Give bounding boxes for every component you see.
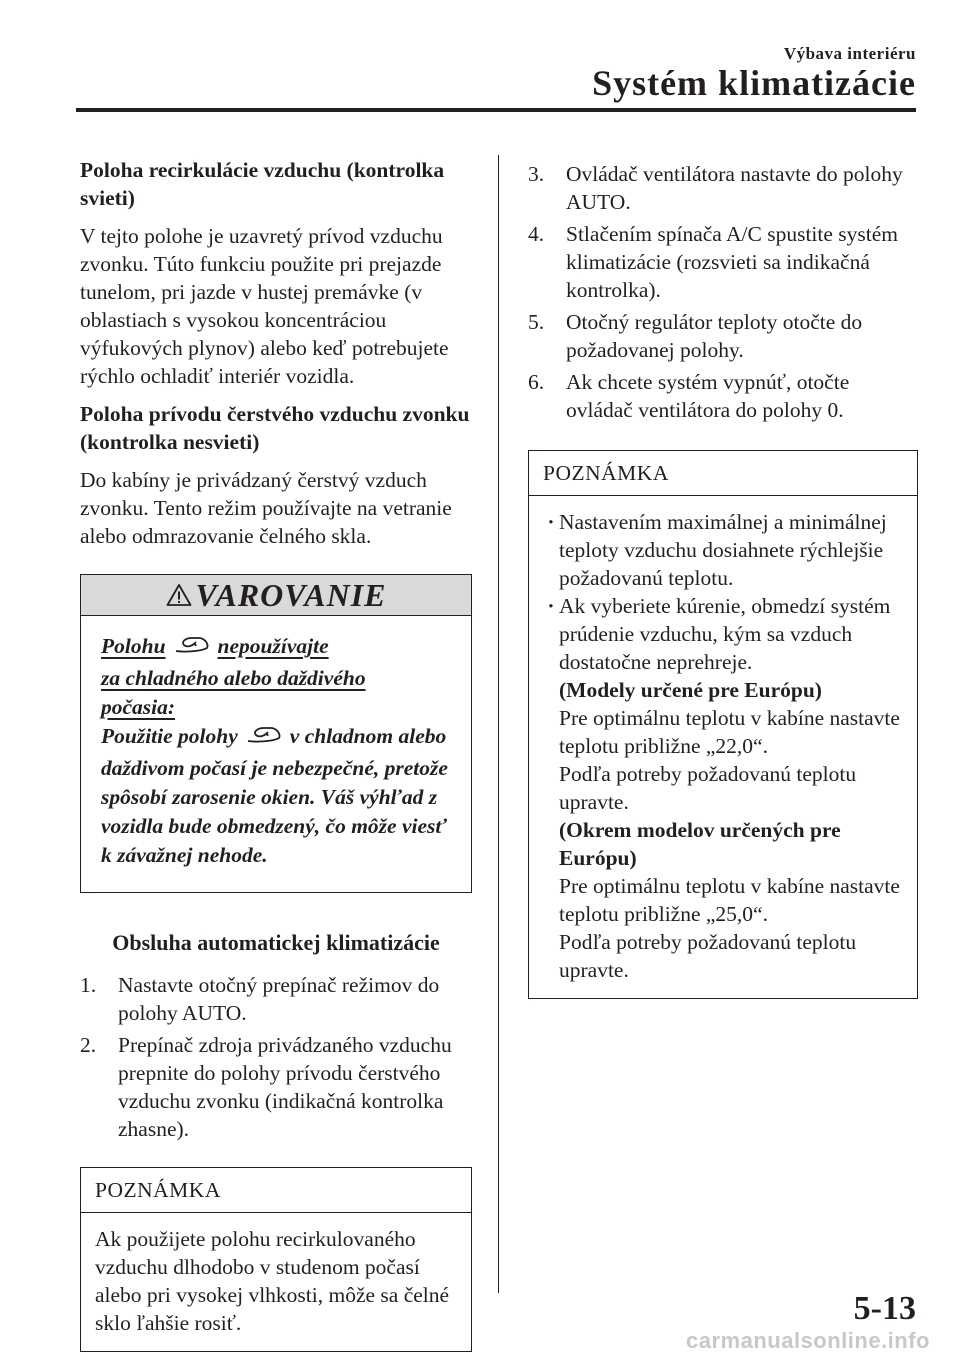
note-box-left (80, 1167, 472, 1352)
page-title: Systém klimatizácie (592, 63, 916, 103)
bullet-item: · Ak vyberiete kúrenie, obmedzí systém prúdenie vzduchu, kým sa vzduch dostatočne neprehreje. (Modely určené pre Európu) Pre optimálnu teplotu v kabíne nastavte teplotu približne „22,0“. Podľa potreby požadovanú teplotu upravte. (Okrem modelov určených pre Európu) Pre optimálnu teplotu v kabíne nastavte teplotu približne „25,0“. Podľa potreby požadovanú teplotu upravte. (543, 592, 903, 984)
bullet-item: · Nastavením maximálnej a minimálnej teploty vzduchu dosiahnete rýchlejšie požadovanú teplotu. (543, 508, 903, 592)
list-item: 5. Otočný regulátor teploty otočte do požadovanej polohy. (528, 310, 863, 362)
list-item: 2. Prepínač zdroja privádzaného vzduchu prepnite do polohy prívodu čerstvého vzduchu zvonku (indikačná kontrolka zhasne). (80, 1033, 452, 1141)
list-item: 1. Nastavte otočný prepínač režimov do polohy AUTO. (80, 973, 440, 1025)
list-item: 6. Ak chcete systém vypnúť, otočte ovládač ventilátora do polohy 0. (528, 370, 850, 422)
warning-body (81, 616, 471, 892)
air-recirculation-icon (244, 724, 284, 754)
header-rule (76, 108, 916, 112)
note-title: POZNÁMKA (81, 1168, 471, 1213)
warning-title: VAROVANIE (195, 577, 387, 613)
fresh-air-text: Do kabíny je privádzaný čerstvý vzduch zvonku. Tento režim používajte na vetranie alebo odmrazovanie čelného skla. (80, 468, 452, 548)
bullet-dot-icon: · (547, 510, 555, 534)
note-text: Ak použijete polohu recirkulovaného vzduchu dlhodobo v studenom počasí alebo pri vysokej vlhkosti, môže sa čelné sklo ľahšie rosiť. (95, 1227, 450, 1335)
air-recirculation-icon (172, 634, 212, 664)
warning-text: Použitie polohy v chladnom alebo daždivom počasí je nebezpečné, pretože spôsobí zarosenie okien. Váš výhľad z vozidla bude obmedzený, čo môže viesť k závažnej nehode. (101, 724, 448, 867)
recirc-text: V tejto polohe je uzavretý prívod vzduchu zvonku. Túto funkciu použite pri prejazde tunelom, pri jazde v hustej premávke (v oblastiach s vysokou koncentráciou výfukových plynov) alebo keď potrebujete rýchlo ochladiť interiér vozidla. (80, 224, 449, 388)
watermark-brand[interactable]: carmanualsonline.info (686, 1328, 930, 1353)
warning-header (81, 575, 471, 616)
note-title: POZNÁMKA (529, 451, 917, 496)
section-label: Výbava interiéru (783, 44, 916, 63)
non-eu-models-heading: (Okrem modelov určených pre Európu) (559, 818, 841, 870)
recirc-heading: Poloha recirkulácie vzduchu (kontrolka svieti) (80, 158, 445, 210)
page-number: 5-13 (853, 1290, 916, 1327)
note-body (529, 496, 917, 998)
list-item: 4. Stlačením spínača A/C spustite systém klimatizácie (rozsvieti sa indikačná kontrolka). (528, 222, 899, 302)
right-column (528, 160, 918, 999)
warning-box (80, 574, 472, 893)
fresh-air-heading: Poloha prívodu čerstvého vzduchu zvonku (kontrolka nesvieti) (80, 402, 470, 454)
steps-list-right (528, 160, 918, 424)
eu-models-heading: (Modely určené pre Európu) (559, 678, 822, 702)
column-divider (498, 155, 499, 1293)
steps-list-left (80, 971, 472, 1143)
auto-climate-heading: Obsluha automatickej klimatizácie (112, 930, 440, 955)
warning-triangle-icon (166, 583, 192, 607)
warning-underlined-text: Polohu nepoužívajte za chladného alebo daždivého počasia: (101, 634, 366, 719)
note-box-right (528, 450, 918, 999)
list-item: 3. Ovládač ventilátora nastavte do polohy AUTO. (528, 162, 903, 214)
left-column (80, 156, 472, 1352)
bullet-dot-icon: · (547, 594, 555, 618)
